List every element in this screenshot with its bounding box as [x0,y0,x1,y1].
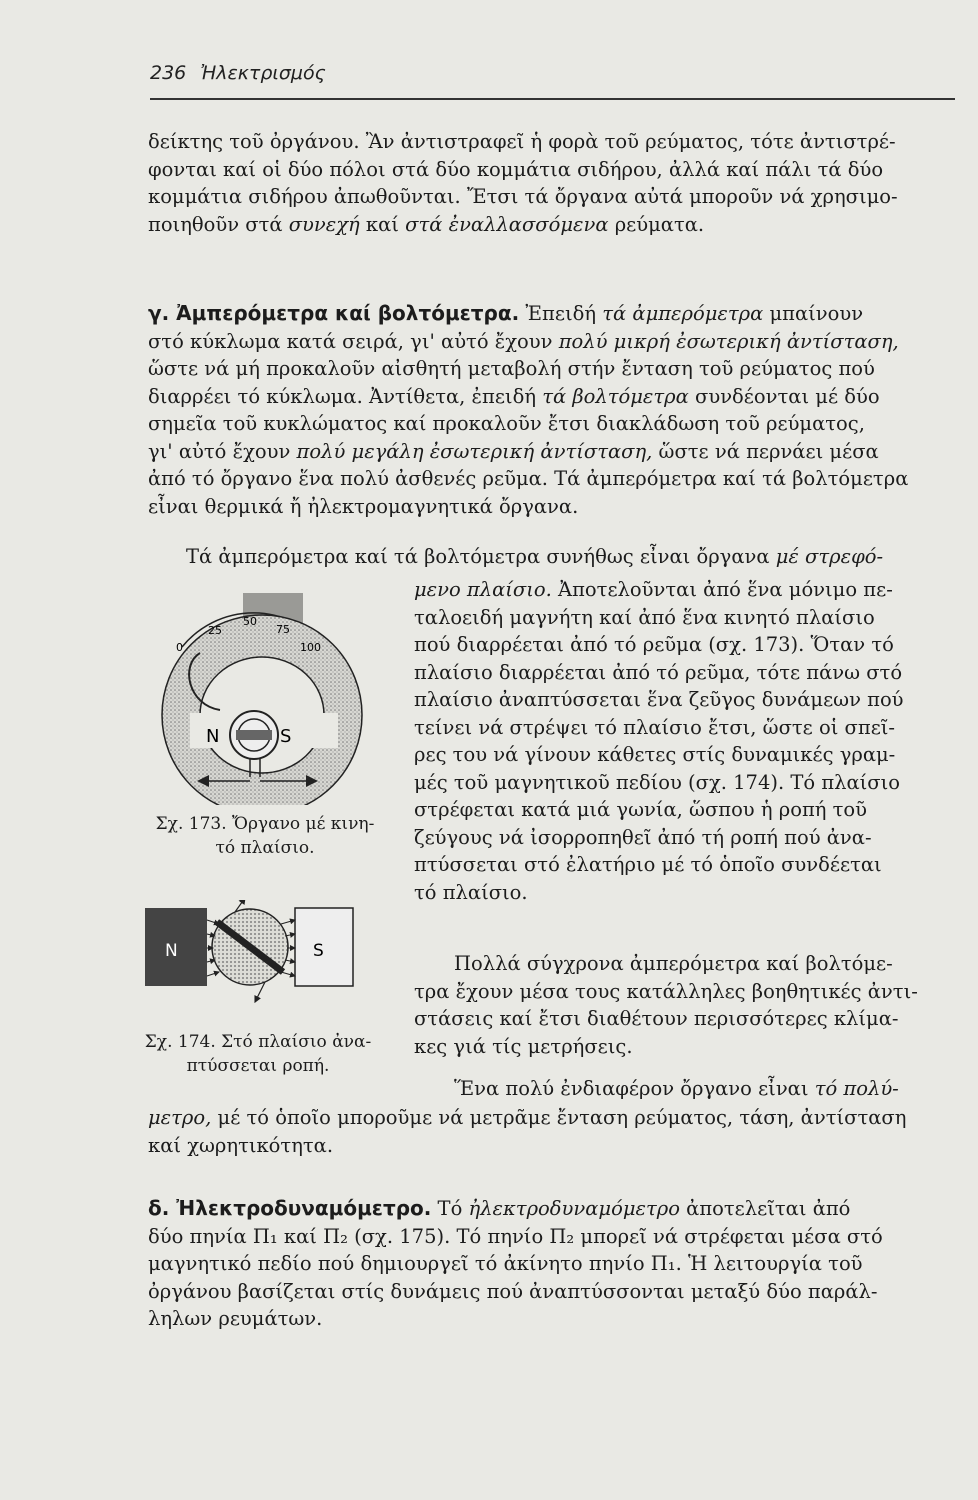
text-line: ἀπό τό ὄργανο ἕνα πολύ ἀσθενές ρεῦμα. Τά ἀμπερόμετρα καί τά βολτόμετρα [148,467,909,490]
figure-173-moving-coil-meter [150,585,400,805]
scale-label-0: 0 [176,641,183,654]
scale-label-100: 100 [300,641,321,654]
text-line: Ἕνα πολύ ἐνδιαφέρον ὄργανο εἶναι τό πολύ- [454,1077,899,1100]
text-line: τείνει νά στρέψει τό πλαίσιο ἔτσι, ὥστε οἱ σπεῖ- [414,715,896,739]
paragraph-2 [148,300,908,520]
figure-173-caption: Σχ. 173. Ὄργανο μέ κινη- τό πλαίσιο. [155,814,375,858]
page-header [150,62,950,84]
text-line: πλαίσιο διαρρέεται ἀπό τό ρεῦμα, τότε πάνω στό [414,660,903,684]
text-line: στό κύκλωμα κατά σειρά, γι' αὐτό ἔχουν πολύ μικρή ἐσωτερική ἀντίσταση, [148,329,899,353]
text-line: γι' αὐτό ἔχουν πολύ μεγάλη ἐσωτερική ἀντίσταση, ὥστε νά περνάει μέσα [148,439,879,463]
page-number: 236 [150,62,187,84]
section-heading-delta: δ. Ἠλεκτροδυναμόμετρο. [148,1196,432,1220]
text-line: σημεῖα τοῦ κυκλώματος καί προκαλοῦν ἔτσι διακλάδωση τοῦ ρεύματος, [148,412,865,435]
paragraph-3-lead [186,543,883,571]
text-line: μετρο, μέ τό ὁποῖο μποροῦμε νά μετρᾶμε ἔνταση ρεύματος, τάση, ἀντίσταση [148,1106,907,1129]
scale-label-75: 75 [276,623,290,636]
text-line: εἶναι θερμικά ἤ ἠλεκτρομαγνητικά ὄργανα. [148,494,579,518]
magnet-pole-s [295,908,353,986]
text-line: πλαίσιο ἀναπτύσσεται ἕνα ζεῦγος δυνάμεων πού [414,688,904,711]
text-line: ληλων ρευμάτων. [148,1307,323,1330]
paragraph-5 [148,1104,906,1159]
text-line: πτύσσεται στό ἐλατήριο μέ τό ὁποῖο συνδέεται [414,853,882,876]
text-line: στάσεις καί ἔτσι διαθέτουν περισσότερες κλίμα- [414,1007,899,1030]
text-line: Πολλά σύγχρονα ἀμπερόμετρα καί βολτόμε- [454,952,893,975]
figure-174-caption: Σχ. 174. Στό πλαίσιο ἀνα- πτύσσεται ροπή. [144,1032,372,1076]
header-rule [150,98,955,100]
text-line: πού διαρρέεται ἀπό τό ρεῦμα (σχ. 173). Ὅταν τό [414,633,894,656]
horseshoe-magnet [162,615,362,805]
text-line: καί χωρητικότητα. [148,1133,334,1157]
figure-174-torque-on-coil [145,900,365,1010]
text-line: φονται καί οἱ δύο πόλοι στά δύο κομμάτια σιδήρου, ἀλλά καί πάλι τά δύο [148,157,884,181]
text-line: δύο πηνία Π₁ καί Π₂ (σχ. 175). Τό πηνίο Π₂ μπορεῖ νά στρέφεται μέσα στό [148,1224,883,1248]
text-line: γ. Ἀμπερόμετρα καί βολτόμετρα. Ἐπειδή τά ἀμπερόμετρα μπαίνουν [148,301,864,325]
text-line: ποιηθοῦν στά συνεχή καί στά ἐναλλασσόμενα ρεύματα. [148,212,705,236]
text-line: ὀργάνου βασίζεται στίς δυνάμεις πού ἀναπτύσσονται μεταξύ δύο παράλ- [148,1279,878,1303]
text-line: ρες του νά γίνουν κάθετες στίς δυναμικές γραμ- [414,743,896,766]
paragraph-3-column [414,576,904,906]
paragraph-6 [148,1195,883,1333]
pole-n-label: N [165,941,178,961]
section-heading-gamma: γ. Ἀμπερόμετρα καί βολτόμετρα. [148,301,520,325]
text-line: ὥστε νά μή προκαλοῦν αἰσθητή μεταβολή στήν ἔνταση τοῦ ρεύματος πού [148,357,875,380]
text-line: μενο πλαίσιο. Ἀποτελοῦνται ἀπό ἕνα μόνιμο πε- [414,578,893,601]
moving-coil [236,730,272,740]
text-line: μαγνητικό πεδίο πού δημιουργεῖ τό ἀκίνητο πηνίο Π₁. Ἡ λειτουργία τοῦ [148,1252,863,1275]
text-line: στρέφεται κατά μιά γωνία, ὥσπου ἡ ροπή τοῦ [414,798,868,821]
text-line: διαρρέει τό κύκλωμα. Ἀντίθετα, ἐπειδή τά βολτόμετρα συνδέονται μέ δύο [148,384,880,408]
text-line: δείκτης τοῦ ὀργάνου. Ἂν ἀντιστραφεῖ ἡ φορὰ τοῦ ρεύματος, τότε ἀντιστρέ- [148,130,896,153]
text-line: Τά ἀμπερόμετρα καί τά βολτόμετρα συνήθως εἶναι ὄργανα μέ στρεφό- [186,545,884,568]
pole-n-label: N [206,726,220,747]
text-line: δ. Ἠλεκτροδυναμόμετρο. Τό ἠλεκτροδυναμόμετρο ἀποτελεῖται ἀπό [148,1196,851,1220]
paragraph-1 [148,128,898,238]
paragraph-5-lead [454,1075,899,1103]
pole-s-label: S [313,941,324,961]
text-line: κομμάτια σιδήρου ἀπωθοῦνται. Ἔτσι τά ὄργανα αὐτά μποροῦν νά χρησιμο- [148,185,898,208]
pole-s-label: S [280,726,292,747]
text-line: ζεύγους νά ἰσορροπηθεῖ ἀπό τή ροπή πού ἀνα- [414,825,872,849]
text-line: μές τοῦ μαγνητικοῦ πεδίου (σχ. 174). Τό πλαίσιο [414,770,901,794]
paragraph-4 [414,950,918,1060]
text-line: ταλοειδή μαγνήτη καί ἀπό ἕνα κινητό πλαίσιο [414,605,875,629]
running-title: Ἠλεκτρισμός [200,62,326,84]
text-line: τό πλαίσιο. [414,880,528,904]
scale-label-25: 25 [208,624,222,637]
text-line: τρα ἔχουν μέσα τους κατάλληλες βοηθητικές ἀντι- [414,979,918,1003]
text-line: κες γιά τίς μετρήσεις. [414,1034,633,1058]
scale-label-50: 50 [243,615,257,628]
